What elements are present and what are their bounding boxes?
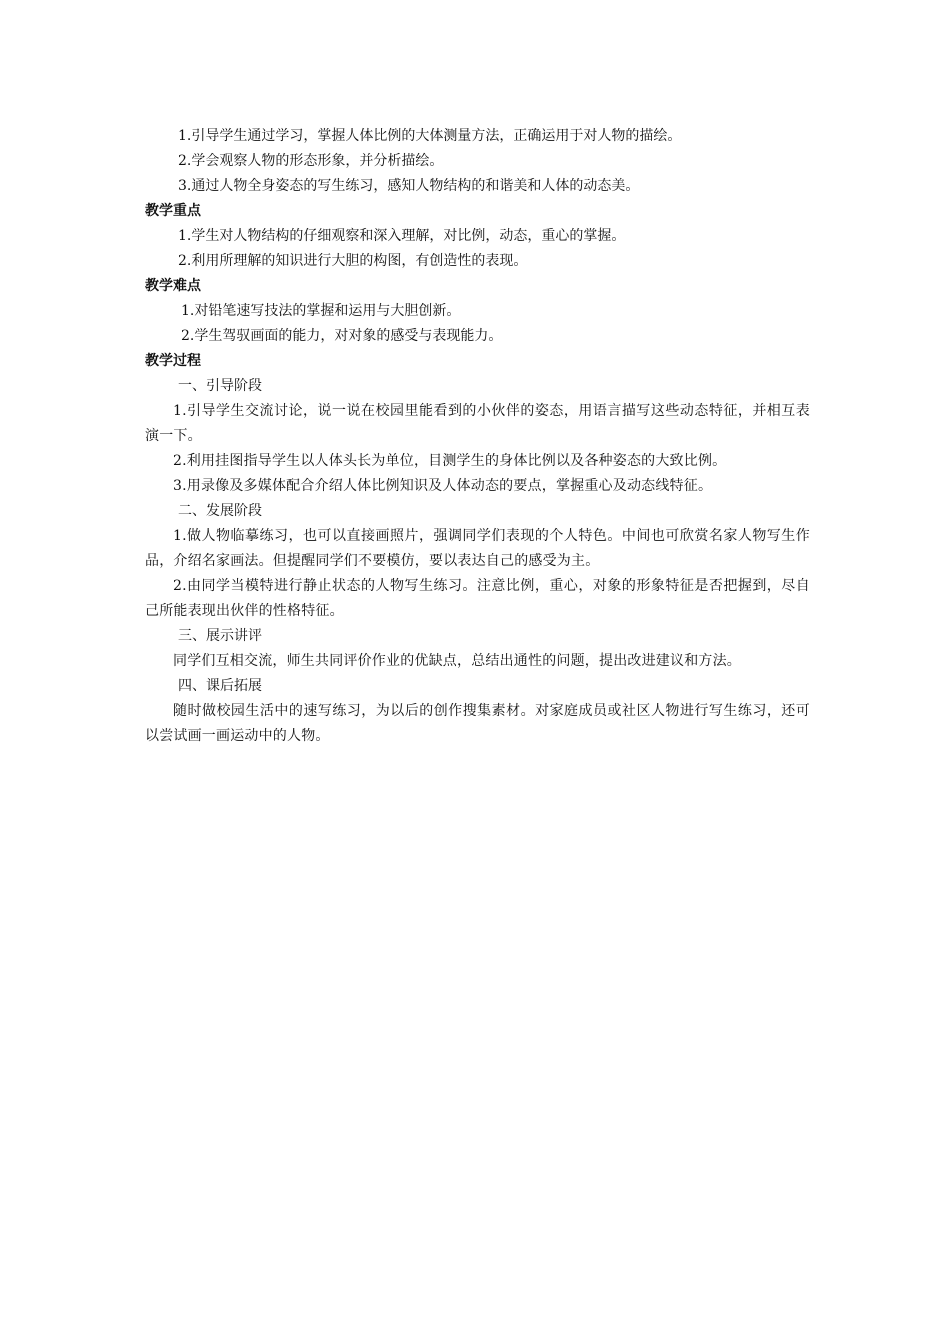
stage-3-item-1: 同学们互相交流，师生共同评价作业的优缺点，总结出通性的问题，提出改进建议和方法。 <box>173 653 741 669</box>
stage-1-item-3: 3.用录像及多媒体配合介绍人体比例知识及人体动态的要点，掌握重心及动态线特征。 <box>173 478 713 494</box>
document-page <box>145 124 810 749</box>
key-points-heading: 教学重点 <box>145 203 201 219</box>
key-point-2: 2.利用所理解的知识进行大胆的构图，有创造性的表现。 <box>178 253 528 269</box>
stage-2-title: 二、发展阶段 <box>178 503 262 519</box>
difficulty-1: 1.对铅笔速写技法的掌握和运用与大胆创新。 <box>181 303 461 319</box>
objective-2: 2.学会观察人物的形态形象，并分析描绘。 <box>178 153 444 169</box>
objective-1: 1.引导学生通过学习，掌握人体比例的大体测量方法，正确运用于对人物的描绘。 <box>178 128 682 144</box>
key-point-1: 1.学生对人物结构的仔细观察和深入理解，对比例，动态，重心的掌握。 <box>178 228 626 244</box>
objective-3: 3.通过人物全身姿态的写生练习，感知人物结构的和谐美和人体的动态美。 <box>178 178 640 194</box>
difficulty-2: 2.学生驾驭画面的能力，对对象的感受与表现能力。 <box>181 328 503 344</box>
stage-2-item-2: 2.由同学当模特进行静止状态的人物写生练习。注意比例，重心，对象的形象特征是否把握到，尽自己所能表现出伙伴的性格特征。 <box>145 578 810 619</box>
stage-3-title: 三、展示讲评 <box>178 628 262 644</box>
stage-4-title: 四、课后拓展 <box>178 678 262 694</box>
stage-1-item-2: 2.利用挂图指导学生以人体头长为单位，目测学生的身体比例以及各种姿态的大致比例。 <box>173 453 727 469</box>
process-heading: 教学过程 <box>145 353 201 369</box>
difficulties-heading: 教学难点 <box>145 278 201 294</box>
stage-2-item-1: 1.做人物临摹练习，也可以直接画照片，强调同学们表现的个人特色。中间也可欣赏名家人物写生作品，介绍名家画法。但提醒同学们不要模仿，要以表达自己的感受为主。 <box>145 528 810 569</box>
stage-1-item-1: 1.引导学生交流讨论，说一说在校园里能看到的小伙伴的姿态，用语言描写这些动态特征，并相互表演一下。 <box>145 403 810 444</box>
stage-4-item-1: 随时做校园生活中的速写练习，为以后的创作搜集素材。对家庭成员或社区人物进行写生练习，还可以尝试画一画运动中的人物。 <box>145 703 810 744</box>
stage-1-title: 一、引导阶段 <box>178 378 262 394</box>
